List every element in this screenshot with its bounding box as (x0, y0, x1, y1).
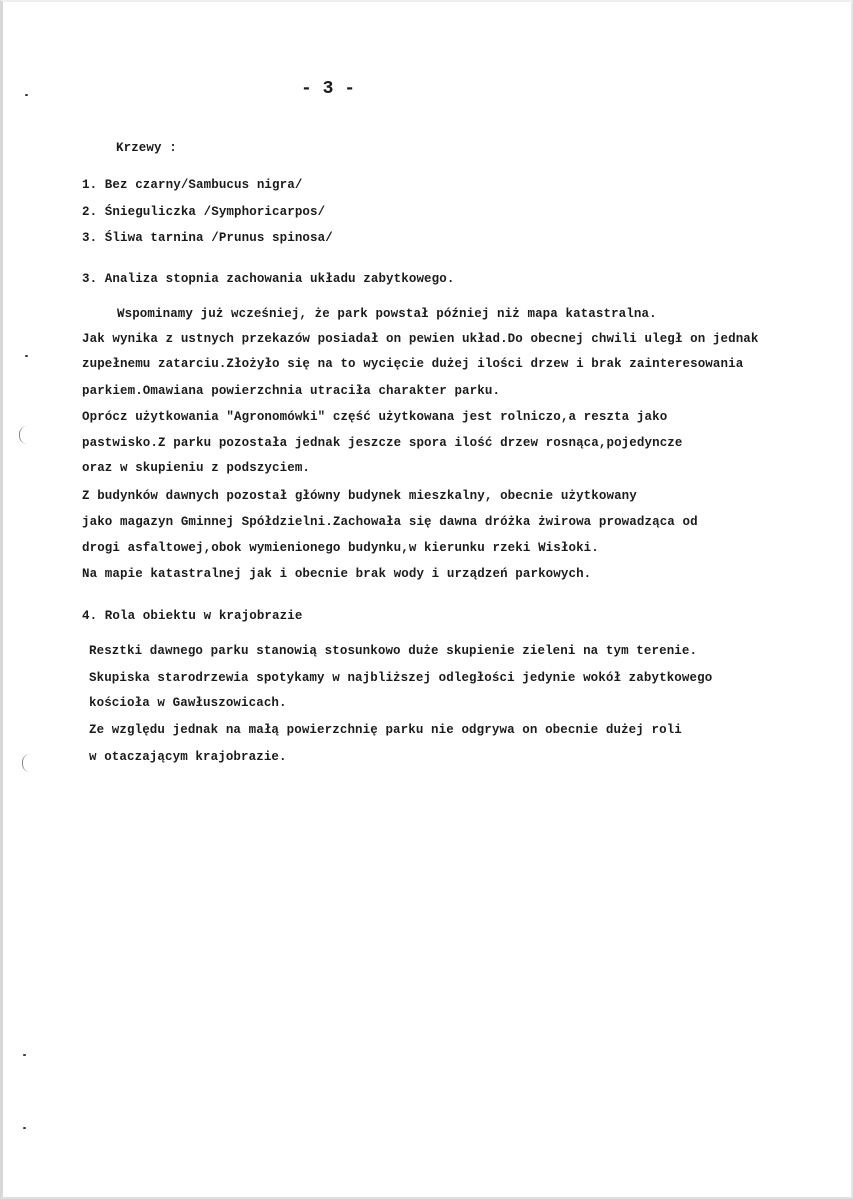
paragraph-line: Ze względu jednak na małą powierzchnię parku nie odgrywa on obecnie dużej roli (89, 723, 682, 737)
shrub-item: 2. Śnieguliczka /Symphoricarpos/ (82, 205, 326, 219)
margin-speck (25, 94, 28, 96)
shrub-item: 3. Śliwa tarnina /Prunus spinosa/ (82, 231, 333, 245)
binder-hole-mark (22, 754, 33, 772)
paragraph-line: parkiem.Omawiana powierzchnia utraciła charakter parku. (82, 384, 501, 398)
shrubs-heading: Krzewy : (116, 141, 177, 155)
paragraph-line: jako magazyn Gminnej Spółdzielni.Zachowała się dawna dróżka żwirowa prowadząca od (82, 515, 698, 529)
page-number: - 3 - (301, 79, 356, 99)
paragraph-line: w otaczającym krajobrazie. (89, 750, 287, 764)
margin-speck (23, 1054, 26, 1056)
paragraph-line: zupełnemu zatarciu.Złożyło się na to wycięcie dużej ilości drzew i brak zainteresowania (82, 357, 744, 371)
binder-hole-mark (19, 426, 30, 444)
section-heading: 3. Analiza stopnia zachowania układu zabytkowego. (82, 272, 455, 286)
margin-speck (23, 1127, 26, 1129)
shrub-item: 1. Bez czarny/Sambucus nigra/ (82, 178, 303, 192)
paragraph-line: kościoła w Gawłuszowicach. (89, 696, 287, 710)
paragraph-line: Z budynków dawnych pozostał główny budynek mieszkalny, obecnie użytkowany (82, 489, 637, 503)
paragraph-line: pastwisko.Z parku pozostała jednak jeszcze spora ilość drzew rosnąca,pojedyncze (82, 436, 683, 450)
section-heading: 4. Rola obiektu w krajobrazie (82, 609, 303, 623)
paragraph-line: Na mapie katastralnej jak i obecnie brak wody i urządzeń parkowych. (82, 567, 592, 581)
paragraph-line: oraz w skupieniu z podszyciem. (82, 461, 311, 475)
paragraph-line: Wspominamy już wcześniej, że park powstał później niż mapa katastralna. (117, 307, 657, 321)
paragraph-line: drogi asfaltowej,obok wymienionego budynku,w kierunku rzeki Wisłoki. (82, 541, 599, 555)
paragraph-line: Jak wynika z ustnych przekazów posiadał on pewien układ.Do obecnej chwili uległ on jednak (82, 332, 759, 346)
paragraph-line: Skupiska starodrzewia spotykamy w najbliższej odległości jedynie wokół zabytkowego (89, 671, 713, 685)
paragraph-line: Resztki dawnego parku stanowią stosunkowo duże skupienie zieleni na tym terenie. (89, 644, 698, 658)
paragraph-line: Oprócz użytkowania "Agronomówki" część użytkowana jest rolniczo,a reszta jako (82, 410, 668, 424)
margin-speck (25, 355, 28, 357)
